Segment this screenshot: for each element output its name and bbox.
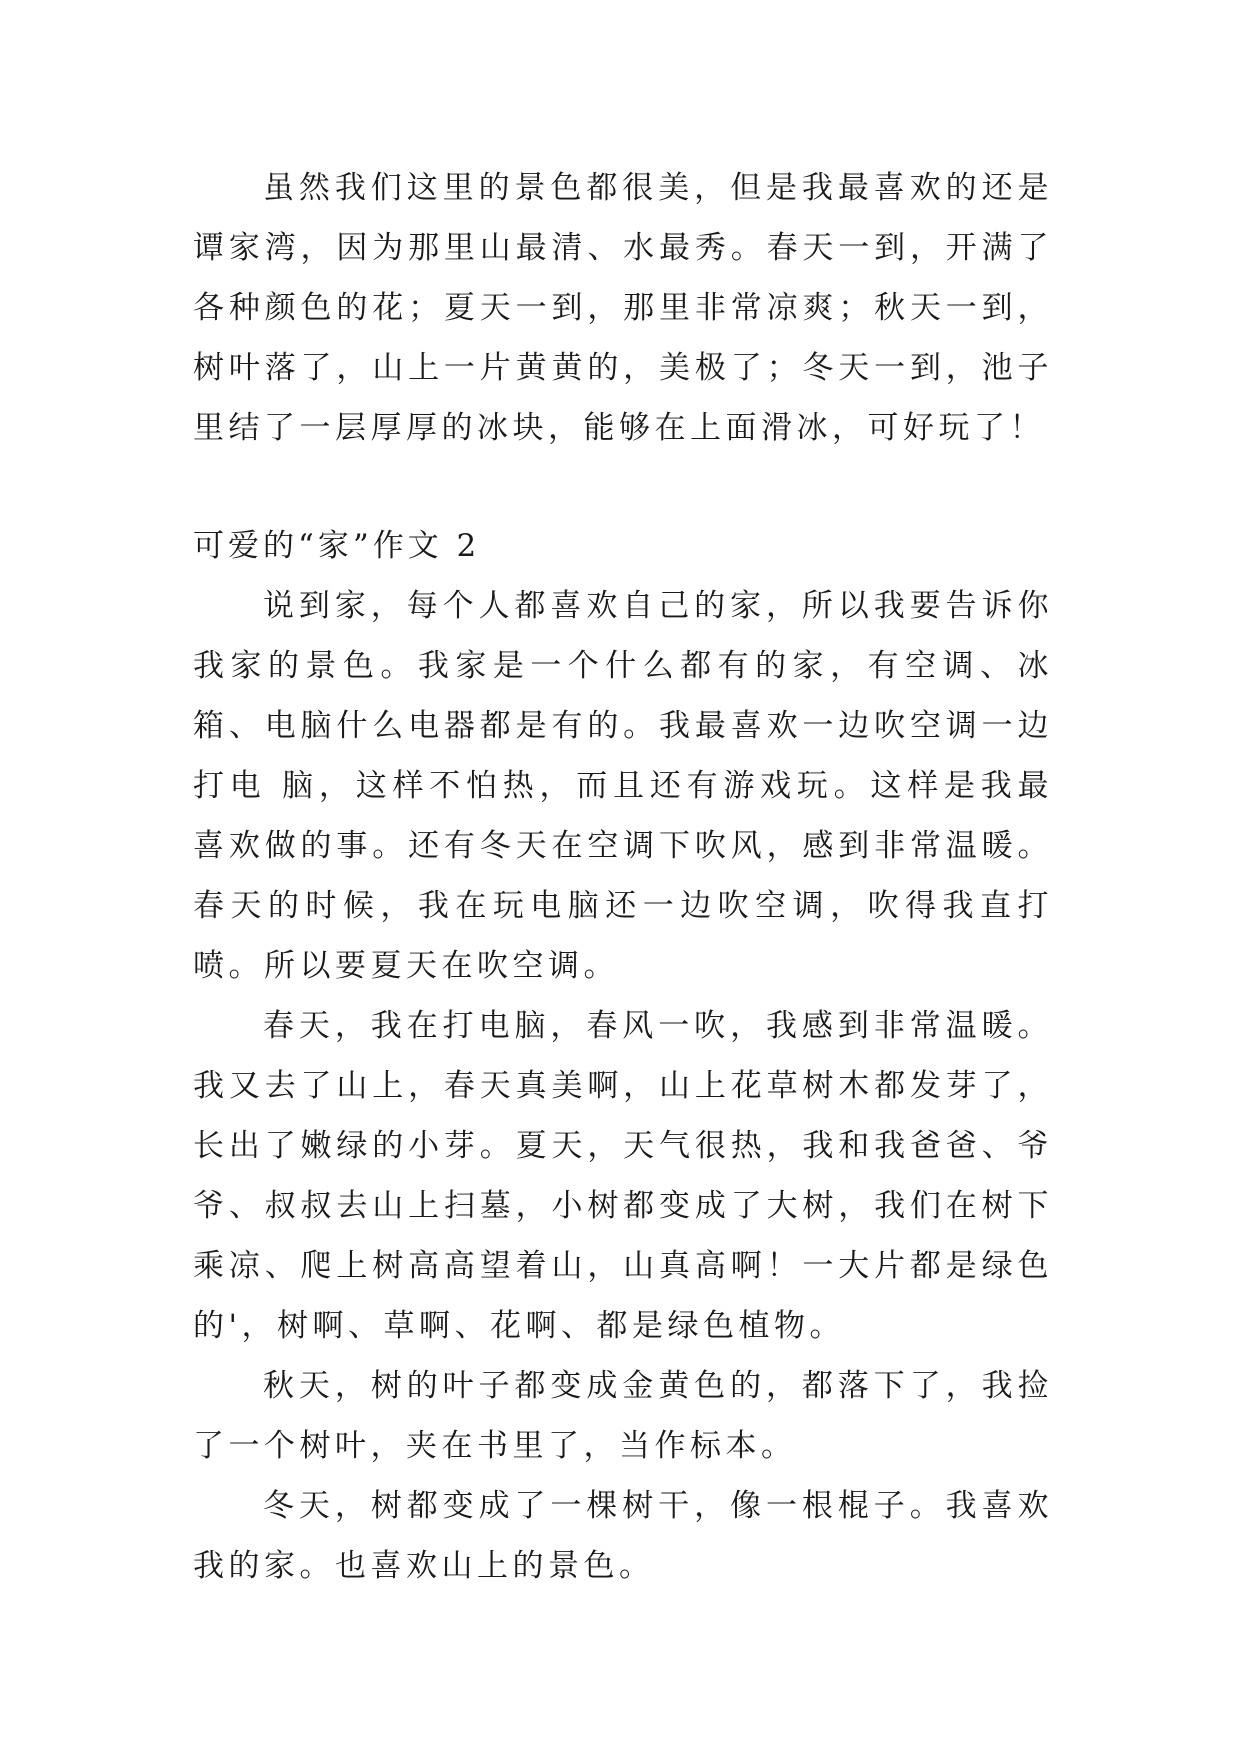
intro-paragraph: 虽然我们这里的景色都很美，但是我最喜欢的还是谭家湾，因为那里山最清、水最秀。春天一到，开满了各种颜色的花；夏天一到，那里非常凉爽；秋天一到，树叶落了，山上一片黄黄的，美极了；冬天一到，池子里结了一层厚厚的冰块，能够在上面滑冰，可好玩了！: [193, 170, 1053, 446]
body-paragraph-4: 冬天，树都变成了一棵树干，像一根棍子。我喜欢我的家。也喜欢山上的景色。: [193, 1488, 1053, 1584]
body-paragraph-3: 秋天，树的叶子都变成金黄色的，都落下了，我捡了一个树叶，夹在书里了，当作标本。: [193, 1368, 1053, 1464]
body-paragraph-1: 说到家，每个人都喜欢自己的家，所以我要告诉你我家的景色。我家是一个什么都有的家，有空调、冰箱、电脑什么电器都是有的。我最喜欢一边吹空调一边打电 脑，这样不怕热，而且还有游戏玩。这样是我最喜欢做的事。还有冬天在空调下吹风，感到非常温暖。春天的时候，我在玩电脑还一边吹空调，吹得我直打喷。所以要夏天在吹空调。: [193, 588, 1053, 984]
document-body: [193, 158, 1053, 1596]
essay-title: 可爱的“家”作文 2: [193, 528, 481, 564]
section-spacer: [193, 458, 1053, 516]
body-paragraph-2: 春天，我在打电脑，春风一吹，我感到非常温暖。我又去了山上，春天真美啊，山上花草树木都发芽了，长出了嫩绿的小芽。夏天，天气很热，我和我爸爸、爷爷、叔叔去山上扫墓，小树都变成了大树，我们在树下乘凉、爬上树高高望着山，山真高啊！一大片都是绿色的'，树啊、草啊、花啊、都是绿色植物。: [193, 1008, 1053, 1344]
